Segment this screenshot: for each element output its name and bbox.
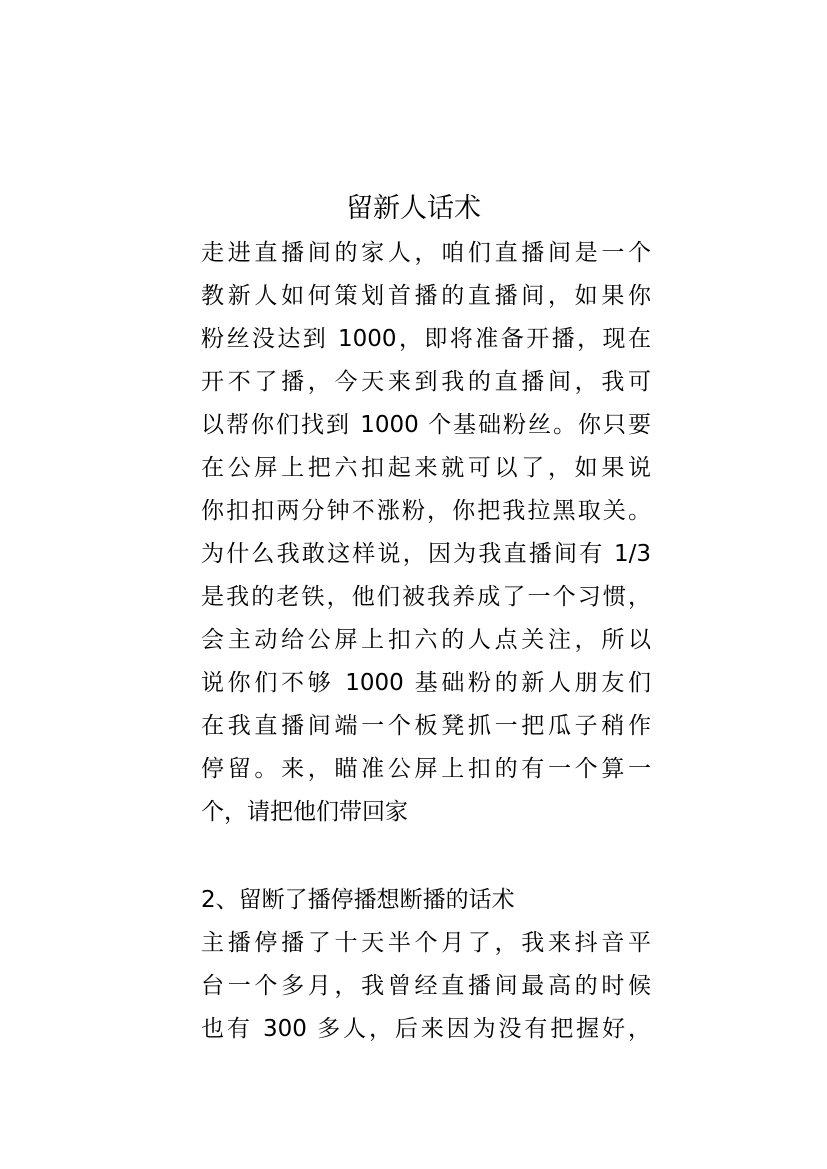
section-1-line: 在我直播间端一个板凳抓一把瓜子稍作 bbox=[201, 713, 651, 739]
section-1-line: 说你们不够 1000 基础粉的新人朋友们 bbox=[201, 670, 651, 696]
document-title: 留新人话术 bbox=[346, 193, 481, 224]
section-2-line: 也有 300 多人，后来因为没有把握好， bbox=[201, 1016, 651, 1042]
section-1-line: 个，请把他们带回家 bbox=[201, 799, 408, 825]
section-1-line: 开不了播，今天来到我的直播间，我可 bbox=[201, 369, 651, 395]
section-2-line: 主播停播了十天半个月了，我来抖音平 bbox=[201, 930, 651, 956]
section-1-line: 走进直播间的家人，咱们直播间是一个 bbox=[201, 240, 651, 266]
section-1-line: 是我的老铁，他们被我养成了一个习惯， bbox=[201, 584, 651, 610]
section-2-heading: 2、留断了播停播想断播的话术 bbox=[201, 887, 515, 913]
section-2-line: 台一个多月，我曾经直播间最高的时候 bbox=[201, 973, 651, 999]
section-1-line: 教新人如何策划首播的直播间，如果你 bbox=[201, 283, 651, 309]
section-1-line: 粉丝没达到 1000，即将准备开播，现在 bbox=[201, 326, 651, 352]
section-1-line: 为什么我敢这样说，因为我直播间有 1/3 bbox=[201, 541, 651, 567]
section-1-line: 你扣扣两分钟不涨粉，你把我拉黑取关。 bbox=[201, 498, 651, 524]
section-1-line: 停留。来，瞄准公屏上扣的有一个算一 bbox=[201, 756, 651, 782]
section-1-line: 以帮你们找到 1000 个基础粉丝。你只要 bbox=[201, 412, 651, 438]
section-1-line: 在公屏上把六扣起来就可以了，如果说 bbox=[201, 455, 651, 481]
section-1-line: 会主动给公屏上扣六的人点关注，所以 bbox=[201, 627, 651, 653]
